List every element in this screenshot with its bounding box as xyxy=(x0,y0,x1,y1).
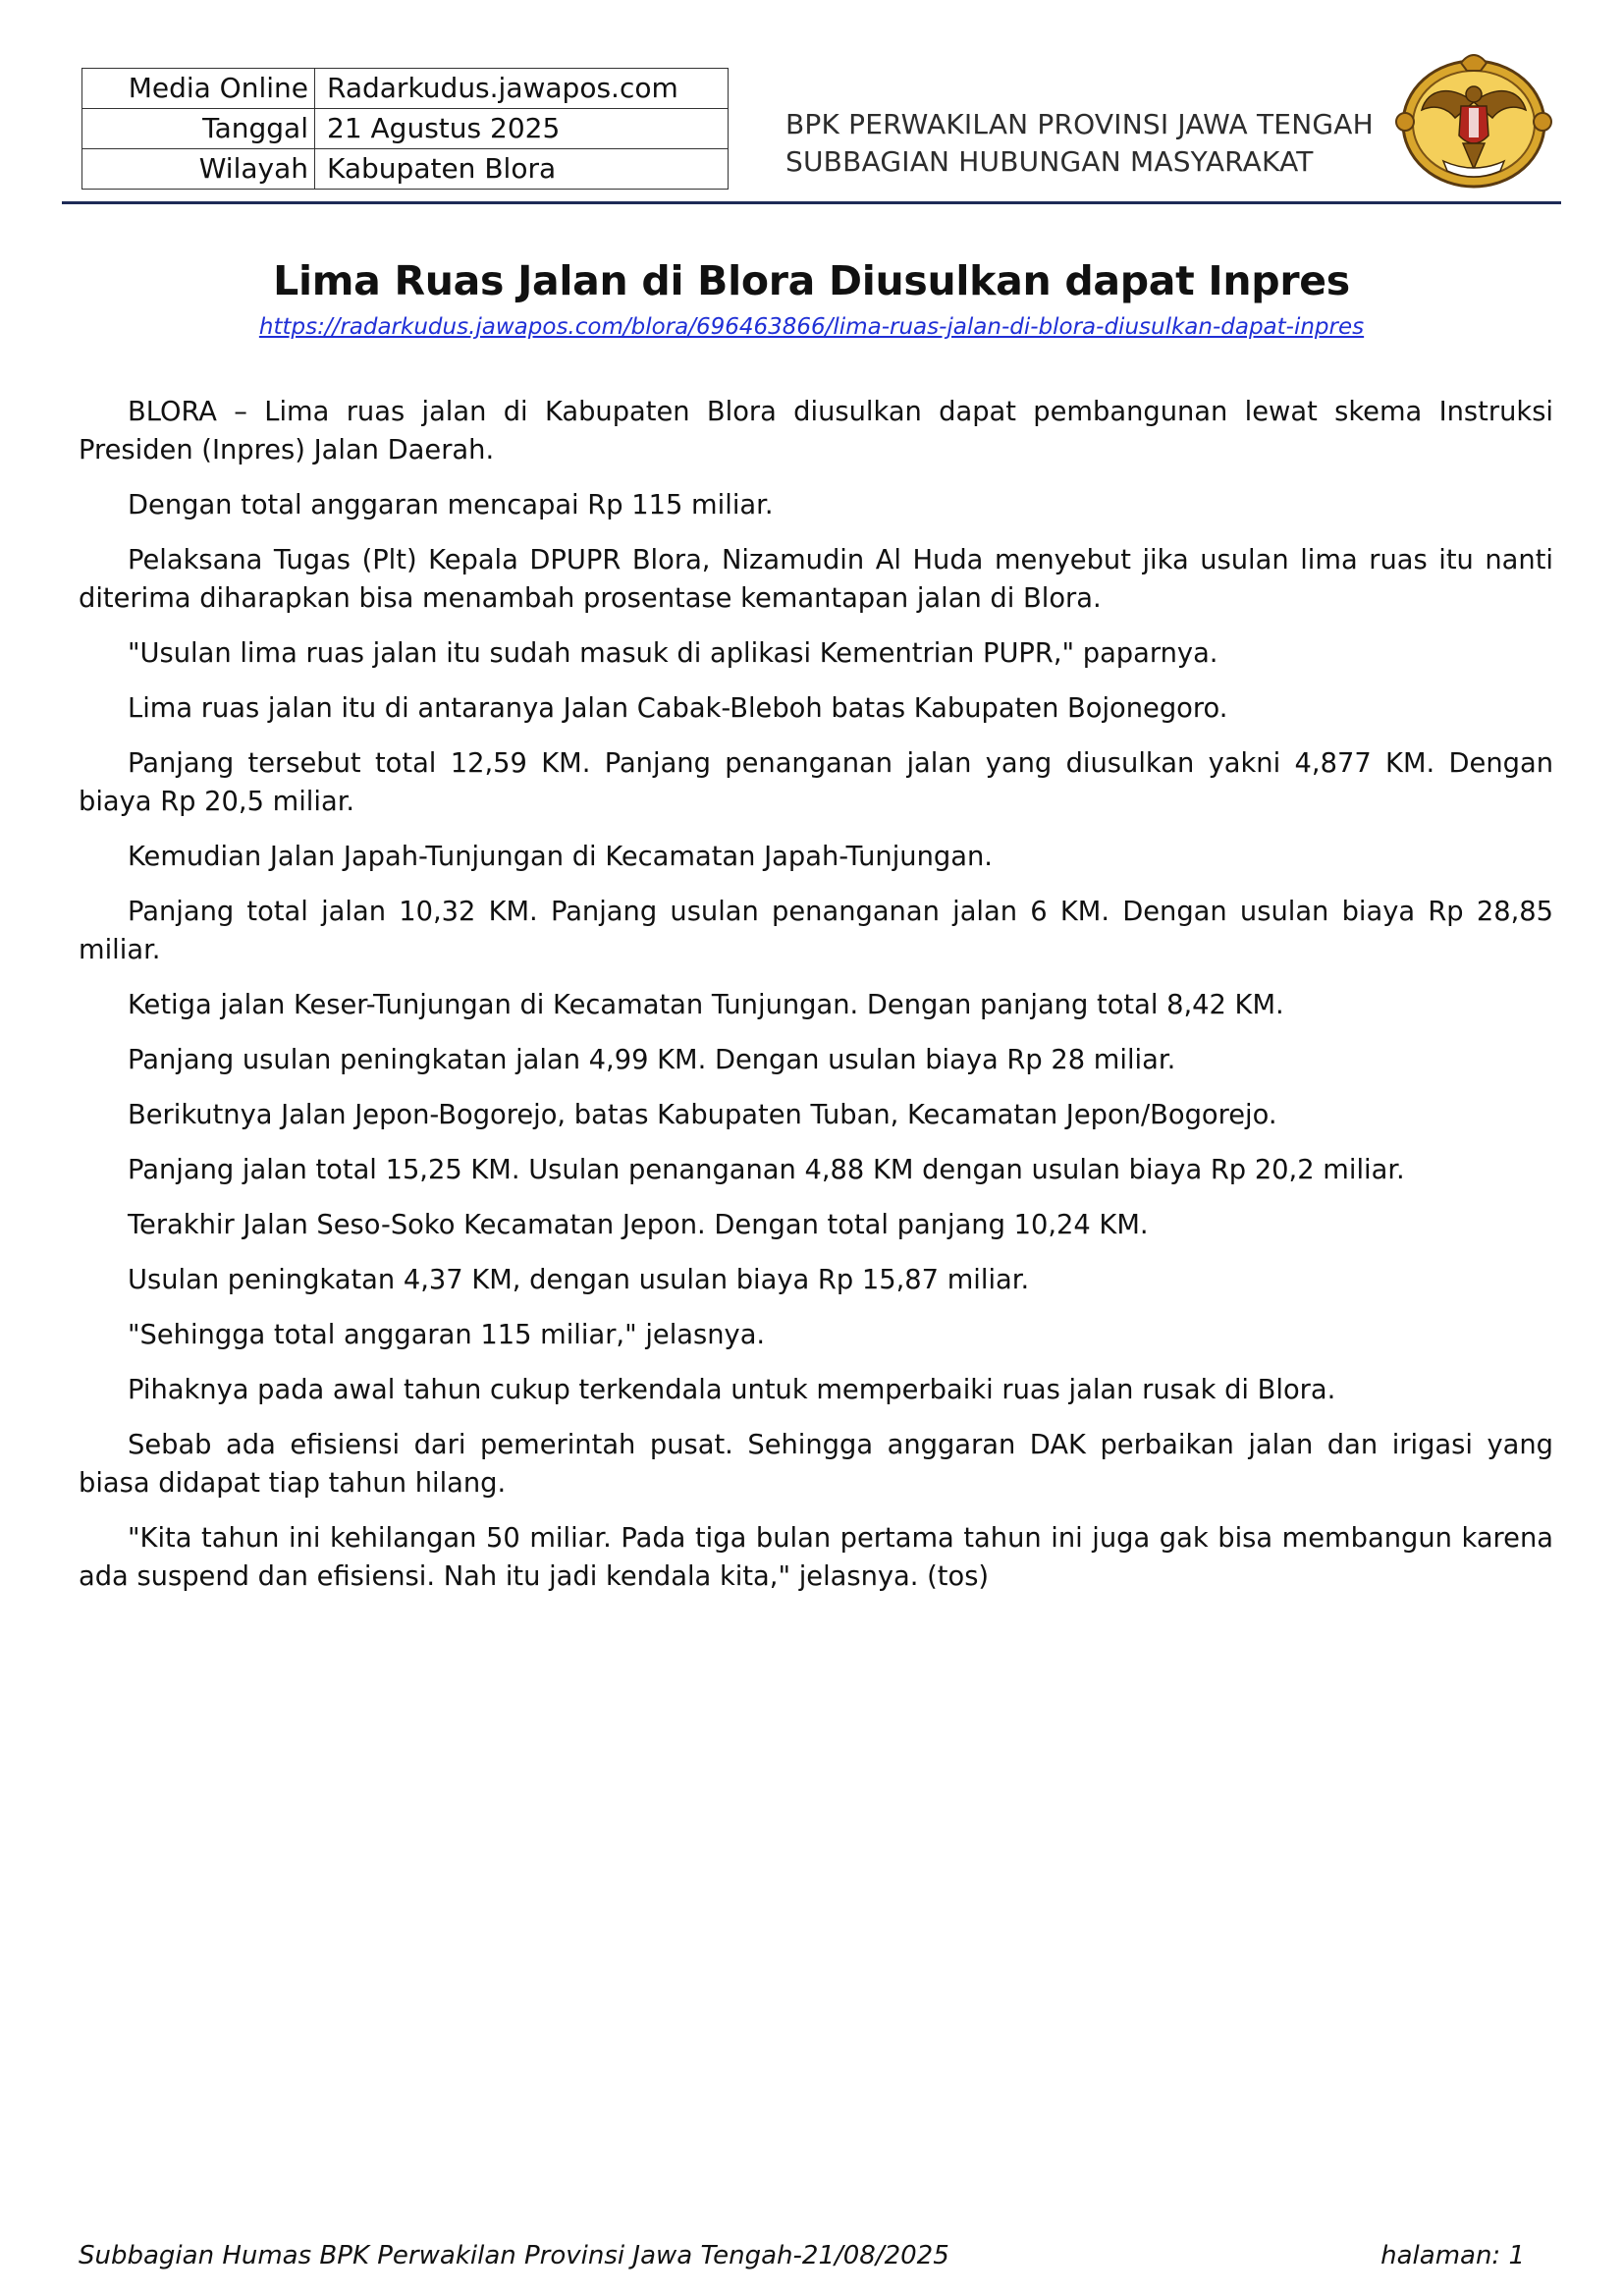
article-paragraph: Kemudian Jalan Japah-Tunjungan di Kecamatan Japah-Tunjungan. xyxy=(128,842,993,872)
article-paragraph: Ketiga jalan Keser-Tunjungan di Kecamatan Tunjungan. Dengan panjang total 8,42 KM. xyxy=(128,990,1284,1020)
article-paragraph: Panjang jalan total 15,25 KM. Usulan penanganan 4,88 KM dengan usulan biaya Rp 20,2 miliar. xyxy=(128,1155,1405,1185)
article-paragraph: Usulan peningkatan 4,37 KM, dengan usulan biaya Rp 15,87 miliar. xyxy=(128,1265,1030,1295)
article-paragraph: Panjang usulan peningkatan jalan 4,99 KM. Dengan usulan biaya Rp 28 miliar. xyxy=(128,1045,1176,1075)
article-paragraph: BLORA – Lima ruas jalan di Kabupaten Blora diusulkan dapat pembangunan lewat skema Instruksi Presiden (Inpres) Jalan Daerah. xyxy=(79,397,1553,465)
article-paragraph: "Usulan lima ruas jalan itu sudah masuk di aplikasi Kementrian PUPR," paparnya. xyxy=(128,638,1218,669)
article-paragraph: Panjang total jalan 10,32 KM. Panjang usulan penanganan jalan 6 KM. Dengan usulan biaya Rp 28,85 miliar. xyxy=(79,897,1553,965)
article-paragraph: Berikutnya Jalan Jepon-Bogorejo, batas Kabupaten Tuban, Kecamatan Jepon/Bogorejo. xyxy=(128,1100,1277,1130)
media-label: Media Online xyxy=(82,69,315,109)
media-info-row xyxy=(82,69,729,109)
article-paragraph: Panjang tersebut total 12,59 KM. Panjang penanganan jalan yang diusulkan yakni 4,877 KM. Dengan biaya Rp 20,5 miliar. xyxy=(79,748,1553,817)
footer-source: Subbagian Humas BPK Perwakilan Provinsi Jawa Tengah-21/08/2025 xyxy=(79,2241,949,2270)
region-label: Wilayah xyxy=(82,149,315,190)
region-value: Kabupaten Blora xyxy=(315,149,729,190)
article-title: Lima Ruas Jalan di Blora Diusulkan dapat Inpres xyxy=(273,257,1350,304)
article-paragraph: Terakhir Jalan Seso-Soko Kecamatan Jepon. Dengan total panjang 10,24 KM. xyxy=(128,1210,1149,1240)
article-paragraph: Dengan total anggaran mencapai Rp 115 miliar. xyxy=(128,490,774,520)
article-paragraph: "Kita tahun ini kehilangan 50 miliar. Pada tiga bulan pertama tahun ini juga gak bisa membangun karena ada suspend dan efisiensi. Nah itu jadi kendala kita," jelasnya. (tos) xyxy=(79,1523,1553,1592)
organization-name xyxy=(785,106,1374,181)
garuda-emblem-icon xyxy=(1392,45,1555,194)
organization-line-2: SUBBAGIAN HUBUNGAN MASYARAKAT xyxy=(785,145,1314,178)
header-divider xyxy=(62,201,1561,204)
article-paragraph: Pihaknya pada awal tahun cukup terkendala untuk memperbaiki ruas jalan rusak di Blora. xyxy=(128,1375,1336,1405)
media-value: Radarkudus.jawapos.com xyxy=(315,69,729,109)
date-value: 21 Agustus 2025 xyxy=(315,109,729,149)
article-paragraph: "Sehingga total anggaran 115 miliar," jelasnya. xyxy=(128,1320,766,1350)
article-paragraph: Pelaksana Tugas (Plt) Kepala DPUPR Blora, Nizamudin Al Huda menyebut jika usulan lima ruas itu nanti diterima diharapkan bisa menambah prosentase kemantapan jalan di Blora. xyxy=(79,545,1553,614)
media-info-row xyxy=(82,149,729,190)
footer-page-number: halaman: 1 xyxy=(1380,2241,1525,2270)
article-body xyxy=(79,393,1553,1613)
article-paragraph: Lima ruas jalan itu di antaranya Jalan Cabak-Bleboh batas Kabupaten Bojonegoro. xyxy=(128,693,1228,724)
organization-line-1: BPK PERWAKILAN PROVINSI JAWA TENGAH xyxy=(785,108,1374,140)
article-paragraph: Sebab ada efisiensi dari pemerintah pusat. Sehingga anggaran DAK perbaikan jalan dan irigasi yang biasa didapat tiap tahun hilang. xyxy=(79,1430,1553,1499)
media-info-table xyxy=(81,68,729,190)
article-source-link[interactable]: https://radarkudus.jawapos.com/blora/696463866/lima-ruas-jalan-di-blora-diusulkan-dapat-inpres xyxy=(258,314,1365,340)
media-info-row xyxy=(82,109,729,149)
date-label: Tanggal xyxy=(82,109,315,149)
